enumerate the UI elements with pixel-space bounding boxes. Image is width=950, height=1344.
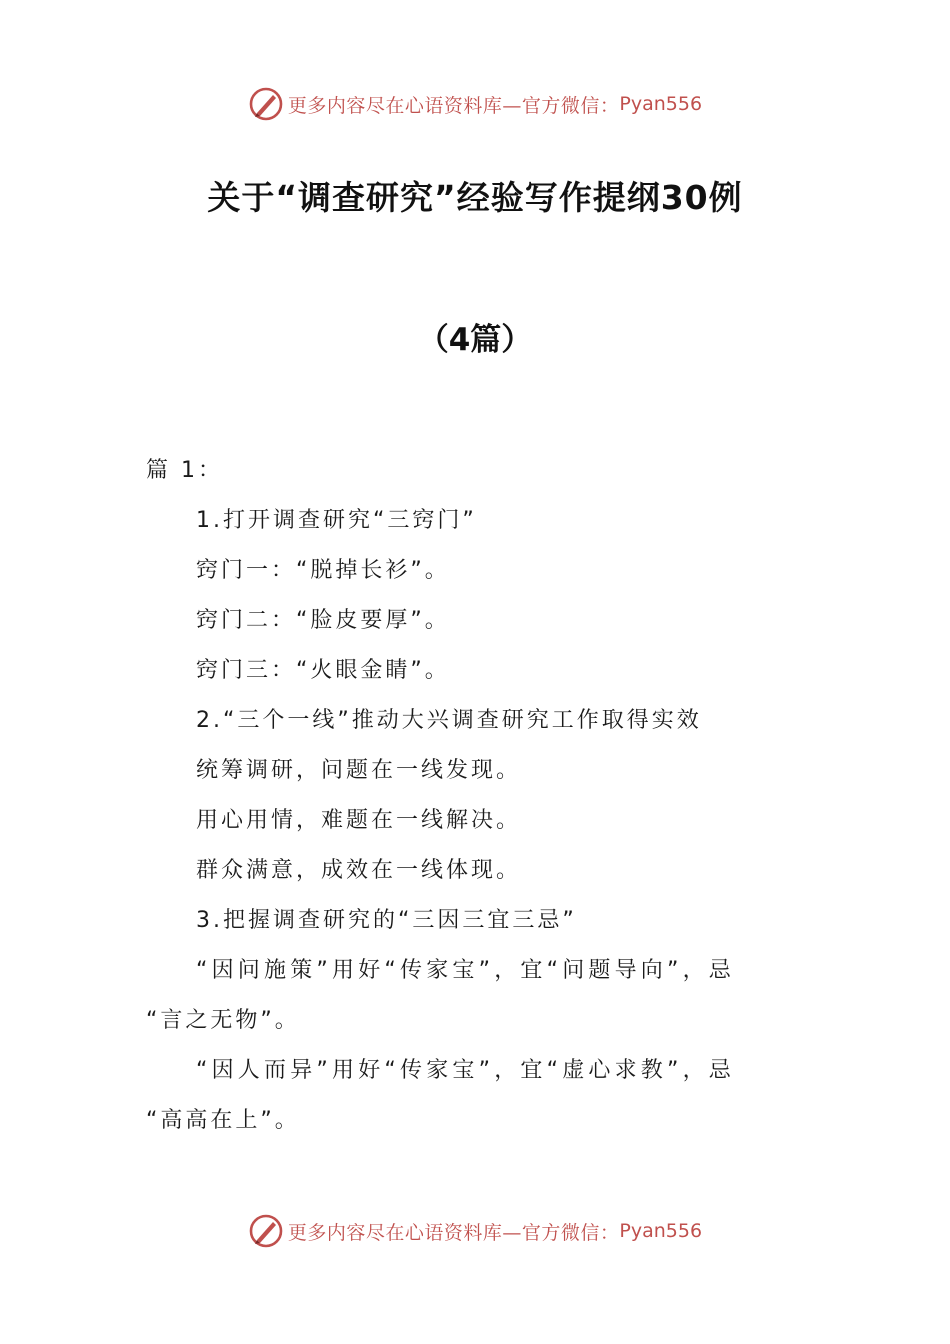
- document-subtitle: （4篇）: [417, 322, 533, 358]
- watermark-text: 更多内容尽在心语资料库—官方微信：: [287, 94, 620, 117]
- paragraph-line: 用心用情，难题在一线解决。: [196, 808, 522, 833]
- paragraph-line: “因问施策”用好“传家宝”，宜“问题导向”，忌: [196, 958, 735, 983]
- section-heading: 篇 1：: [146, 458, 223, 483]
- paragraph-line: 窍门三：“火眼金睛”。: [196, 658, 450, 683]
- pen-logo-icon: [248, 86, 284, 122]
- watermark-banner-top: [0, 84, 950, 124]
- item-heading: 2.“三个一线”推动大兴调查研究工作取得实效: [196, 708, 702, 733]
- paragraph-line: 群众满意，成效在一线体现。: [196, 858, 522, 883]
- watermark-text: 更多内容尽在心语资料库—官方微信：: [287, 1221, 620, 1244]
- watermark-wechat-id: Pyan556: [619, 1220, 703, 1242]
- paragraph-line: “因人而异”用好“传家宝”，宜“虚心求教”，忌: [196, 1058, 735, 1083]
- item-heading: 3.把握调查研究的“三因三宜三忌”: [196, 908, 577, 933]
- item-heading: 1.打开调查研究“三窍门”: [196, 508, 477, 533]
- paragraph-line: 窍门二：“脸皮要厚”。: [196, 608, 450, 633]
- watermark-wechat-id: Pyan556: [619, 93, 703, 115]
- paragraph-line: 统筹调研，问题在一线发现。: [196, 758, 522, 783]
- paragraph-line: 窍门一：“脱掉长衫”。: [196, 558, 450, 583]
- paragraph-line: “言之无物”。: [146, 1008, 300, 1033]
- paragraph-line: “高高在上”。: [146, 1108, 300, 1133]
- pen-logo-icon: [248, 1213, 284, 1249]
- watermark-banner-bottom: [0, 1211, 950, 1251]
- document-title: 关于“调查研究”经验写作提纲30例: [207, 178, 743, 217]
